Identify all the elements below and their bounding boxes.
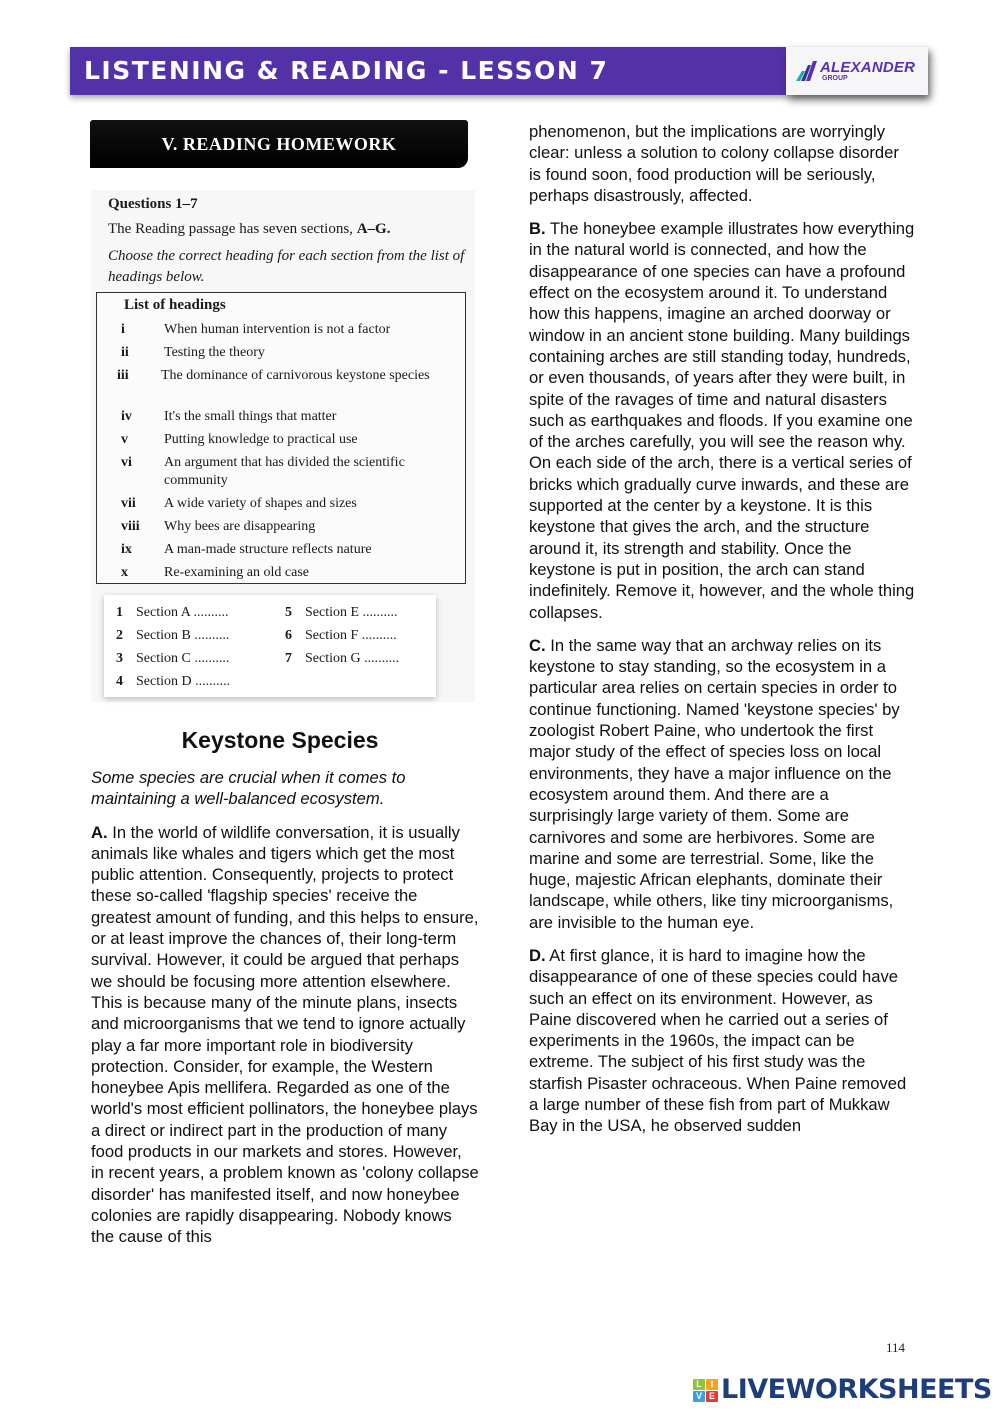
- section-letter: D.: [529, 945, 546, 965]
- heading-text: The dominance of carnivorous keystone species: [161, 368, 430, 383]
- answer-number: 6: [285, 628, 292, 643]
- heading-number: viii: [121, 519, 140, 534]
- section-letter: A.: [91, 822, 108, 842]
- questions-instruction: Choose the correct heading for each section from the list of headings below.: [108, 248, 465, 285]
- logo-letter: L: [693, 1379, 705, 1390]
- heading-text: Re-examining an old case: [164, 565, 310, 580]
- paragraph-text: In the world of wildlife conversation, it is usually animals like whales and tigers which get the most public attention. Consequently, projects to protect these so-called 'flagship species' receive the greatest amount of funding, and this helps to ensure, or at least improve the chances of, their long-term survival. However, it could be argued that perhaps we should be focusing more attention elsewhere. This is because many of the minute plans, insects and microorganisms that we tend to ignore actually play a far more important role in biodiversity protection. Consider, for example, the Western honeybee Apis mellifera. Regarded as one of the world's most efficient pollinators, the honeybee plays a direct or indirect part in the production of many food products in our markets and stores. However, in recent years, a problem known as 'colony collapse disorder' has manifested itself, and now honeybee colonies are rapidly disappearing. Nobody knows the cause of this: [91, 822, 479, 1247]
- section-letter: C.: [529, 635, 546, 655]
- answer-number: 3: [116, 651, 123, 666]
- lesson-header: [70, 47, 928, 95]
- article-right-column: [529, 121, 915, 1149]
- heading-text: When human intervention is not a factor: [164, 322, 391, 337]
- sections-range: A–G.: [356, 221, 391, 237]
- logo-letter: I: [706, 1379, 718, 1390]
- answer-label: Section A ..........: [136, 605, 229, 620]
- logo-subtitle: GROUP: [822, 75, 848, 82]
- heading-text: Why bees are disappearing: [164, 519, 316, 534]
- paragraph-text: The honeybee example illustrates how everything in the natural world is connected, and how the disappearance of one species can have a profound effect on the ecosystem around it. To understand how this happens, imagine an arched doorway or window in an ancient stone building. Many buildings containing arches are still standing today, hundreds, or even thousands, of years after they were built, in spite of the ravages of time and natural disasters such as earthquakes and floods. If you examine one of the arches carefully, you will see the reason why. On each side of the arch, there is a vertical series of bricks which gradually curve inwards, and these are supported at the center by a keystone. It is this keystone that gives the arch, and the structure around it, its strength and stability. Once the keystone is put in position, the arch can stand indefinitely. Remove it, however, and the whole thing collapses.: [529, 219, 915, 622]
- heading-text: Testing the theory: [164, 345, 265, 360]
- headings-title: List of headings: [124, 297, 226, 313]
- answer-section-g[interactable]: [285, 651, 399, 667]
- article-subtitle: Some species are crucial when it comes to maintaining a well-balanced ecosystem.: [91, 768, 406, 809]
- answer-number: 1: [116, 605, 123, 620]
- answer-section-e[interactable]: [285, 605, 398, 621]
- heading-number: iv: [121, 409, 132, 424]
- section-banner: V. READING HOMEWORK: [90, 120, 468, 168]
- heading-number: ix: [121, 542, 132, 557]
- lesson-title: LISTENING & READING - LESSON 7: [84, 56, 609, 85]
- heading-number: i: [121, 322, 125, 337]
- page-number: 114: [886, 1340, 906, 1355]
- alexander-group-logo-icon: [796, 61, 818, 81]
- answer-section-f[interactable]: [285, 628, 397, 644]
- answer-label: Section B ..........: [136, 628, 230, 643]
- paragraph-text: At first glance, it is hard to imagine how the disappearance of one of these species could have such an effect on its environment. However, as Paine discovered when he carried out a series of experiments in the 1960s, the impact can be extreme. The subject of his first study was the starfish Pisaster ochraceous. When Paine removed a large number of these fish from part of Mukkaw Bay in the USA, he observed sudden: [529, 945, 907, 1136]
- headings-list: [96, 292, 466, 584]
- liveworksheets-brand: LIVEWORKSHEETS: [721, 1374, 992, 1405]
- answer-label: Section F ..........: [305, 628, 397, 643]
- logo-letter: E: [706, 1391, 718, 1402]
- heading-number: x: [121, 565, 128, 580]
- paragraph-a: [91, 822, 479, 1248]
- article-left-column: [91, 767, 479, 1260]
- answer-label: Section E ..........: [305, 605, 398, 620]
- paragraph-c: [529, 635, 915, 933]
- questions-description: [108, 221, 390, 238]
- heading-number: v: [121, 432, 128, 447]
- article-title: Keystone Species: [181, 727, 379, 753]
- answer-grid: [104, 595, 436, 697]
- answer-section-c[interactable]: [116, 651, 229, 667]
- questions-panel: [91, 190, 475, 702]
- heading-number: iii: [117, 368, 129, 383]
- section-letter: B.: [529, 219, 546, 239]
- answer-number: 2: [116, 628, 123, 643]
- paragraph-d: [529, 945, 915, 1137]
- heading-number: vi: [121, 455, 132, 470]
- questions-title: Questions 1–7: [108, 196, 198, 212]
- heading-text: It's the small things that matter: [164, 409, 337, 424]
- logo-letter: V: [693, 1391, 705, 1402]
- answer-label: Section D ..........: [136, 674, 231, 689]
- heading-text: A man-made structure reflects nature: [164, 542, 372, 557]
- answer-number: 7: [285, 651, 292, 666]
- answer-label: Section C ..........: [136, 651, 230, 666]
- answer-section-a[interactable]: [116, 605, 229, 621]
- logo-name: ALEXANDER: [820, 59, 916, 76]
- alexander-group-logo: [786, 47, 928, 95]
- liveworksheets-icon: [693, 1379, 719, 1403]
- answer-number: 5: [285, 605, 292, 620]
- answer-number: 4: [116, 674, 123, 689]
- description-text: The Reading passage has seven sections,: [108, 221, 357, 237]
- paragraph-b: [529, 218, 915, 623]
- answer-label: Section G ..........: [305, 651, 400, 666]
- paragraph-a-continued: [529, 121, 915, 206]
- heading-text: Putting knowledge to practical use: [164, 432, 358, 447]
- heading-number: vii: [121, 496, 136, 511]
- paragraph-text: phenomenon, but the implications are worryingly clear: unless a solution to colony collapse disorder is found soon, food production will be seriously, perhaps disastrously, affected.: [529, 122, 899, 205]
- answer-section-d[interactable]: [116, 674, 230, 690]
- paragraph-text: In the same way that an archway relies on its keystone to stay standing, so the ecosystem in a particular area relies on certain species in order to continue functioning. Named 'keystone species' by zoologist Robert Paine, who undertook the first major study of the effect of species loss on local environments, they have a major influence on the ecosystem around them. And there are a surprisingly large variety of them. Some are carnivores and some are herbivores. Some are marine and some are terrestrial. Some, like the huge, majestic African elephants, dominate their landscape, while others, like tiny microorganisms, are invisible to the human eye.: [529, 635, 900, 932]
- heading-text: A wide variety of shapes and sizes: [164, 496, 357, 511]
- heading-number: ii: [121, 345, 129, 360]
- answer-section-b[interactable]: [116, 628, 229, 644]
- heading-text: An argument that has divided the scientific community: [164, 455, 405, 488]
